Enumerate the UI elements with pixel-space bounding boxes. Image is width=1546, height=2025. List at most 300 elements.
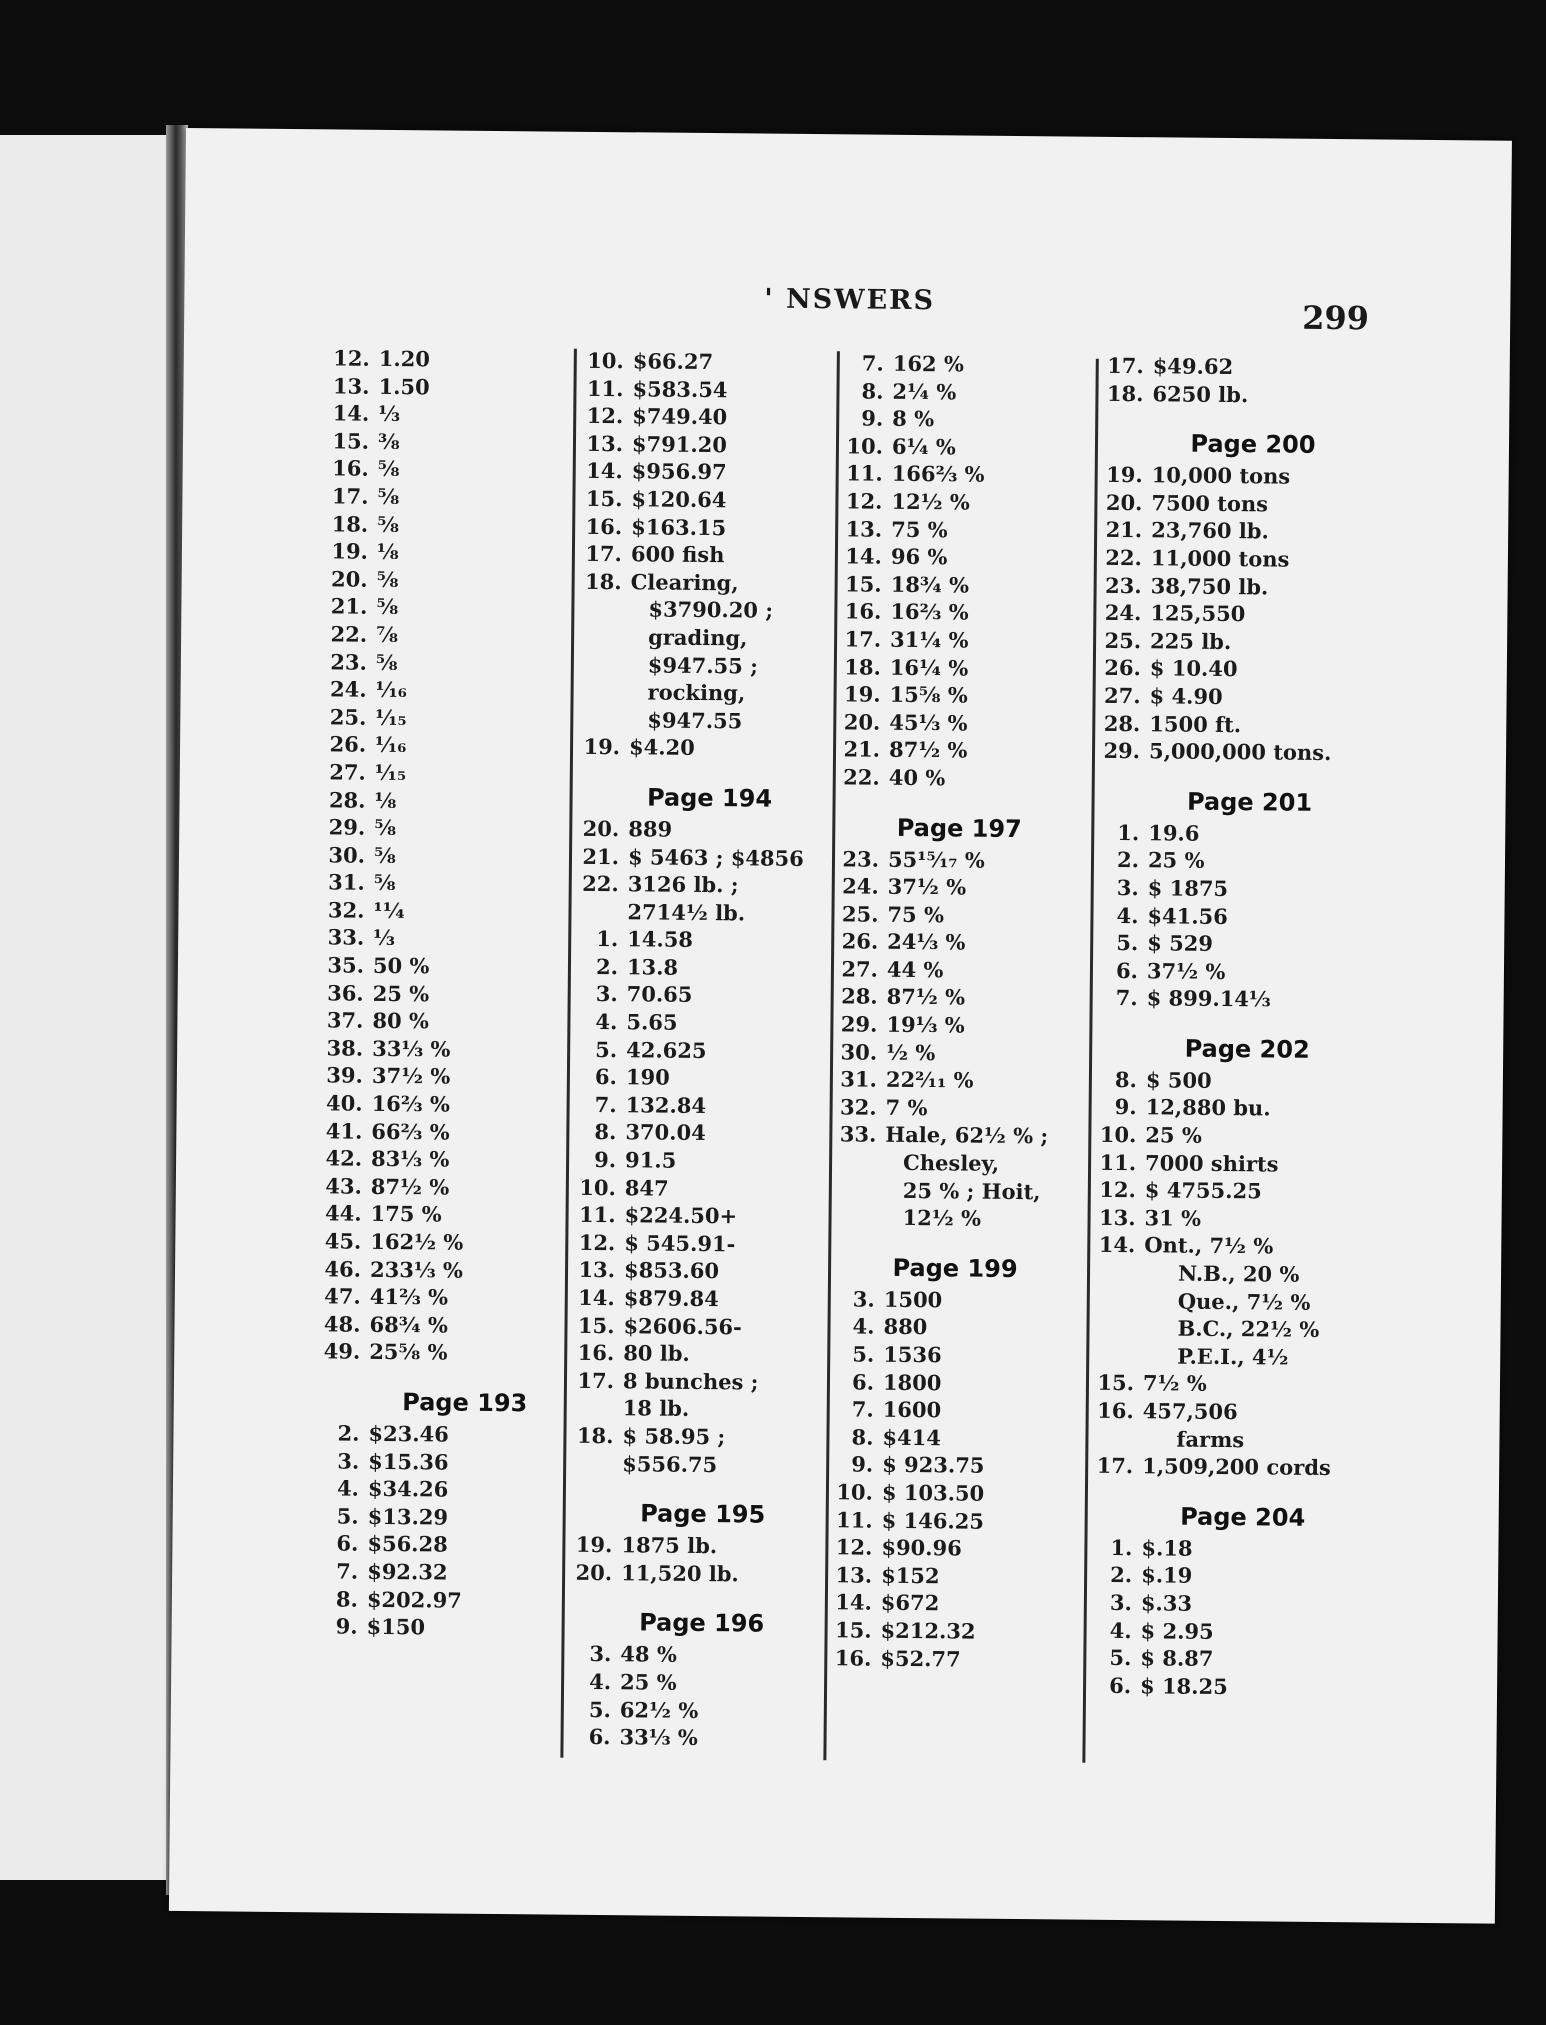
answer-value: $49.62 [1152, 353, 1234, 380]
answer-line [578, 897, 838, 927]
answer-line [317, 1612, 607, 1642]
answer-line [330, 344, 620, 374]
answer-line [323, 1034, 613, 1064]
answer-number: 24. [329, 676, 367, 702]
answer-number: 30. [840, 1038, 878, 1065]
answer-line [841, 625, 1081, 655]
answer-number: 12. [1099, 1177, 1136, 1203]
answer-value: 1536 [883, 1341, 942, 1368]
answer-line [328, 510, 618, 540]
answer-line [570, 1723, 830, 1753]
answer-number: 4. [1116, 902, 1139, 928]
section-heading: Page 200 [1190, 429, 1316, 460]
answer-line [582, 540, 842, 570]
answer-line [1094, 1342, 1394, 1372]
answer-value: ⅟₁₆ [374, 732, 407, 758]
answer-number: 16. [585, 513, 623, 539]
answer-line [842, 487, 1082, 517]
answer-line [574, 1339, 834, 1369]
answer-number: 10. [587, 347, 624, 374]
answer-value: 11,000 tons [1150, 545, 1290, 572]
answer-line [1104, 352, 1404, 382]
answer-number: 17. [585, 541, 623, 567]
answer-value: ⅟₁₅ [374, 759, 407, 786]
answer-number: 6. [336, 1530, 359, 1557]
answer-value: ⅜ [377, 428, 400, 454]
answer-line [1102, 571, 1402, 601]
answer-value: $ 500 [1145, 1067, 1212, 1093]
answer-number: 13. [578, 1257, 616, 1283]
answer-value: $163.15 [631, 513, 727, 540]
answer-value: 37½ % [887, 873, 967, 900]
answer-number: 8. [1114, 1066, 1138, 1093]
answer-number: 16. [577, 1340, 615, 1366]
answer-line [329, 400, 619, 430]
answer-line [583, 457, 843, 487]
answer-value: $791.20 [631, 431, 728, 457]
answer-line [1095, 1231, 1395, 1261]
answer-number: 22. [1105, 544, 1143, 571]
answer-value: $ 2.95 [1140, 1617, 1214, 1644]
answer-line [834, 1395, 1074, 1425]
answer-value: 162½ % [370, 1228, 464, 1255]
answer-line [1102, 516, 1402, 546]
answer-number: 19. [1106, 462, 1143, 488]
answer-line [843, 377, 1083, 407]
answer-line [838, 955, 1078, 985]
answer-line [1102, 544, 1402, 574]
answer-line [579, 842, 839, 872]
answer-number: 1. [596, 926, 619, 952]
answer-value: $749.40 [632, 403, 728, 430]
answer-line [325, 786, 615, 816]
answer-line [322, 1145, 612, 1175]
answer-value: 38,750 lb. [1150, 572, 1269, 599]
answer-number: 4. [852, 1313, 875, 1340]
answer-value: 25 % [619, 1669, 677, 1695]
answer-value: 7000 shirts [1144, 1149, 1279, 1177]
answer-line [324, 924, 614, 954]
answer-value: 25 % ; Hoit, [902, 1177, 1041, 1204]
answer-number: 23. [1104, 572, 1142, 598]
answer-line [1101, 599, 1401, 629]
answer-column-2 [570, 347, 843, 1753]
answer-value: 68¾ % [369, 1311, 449, 1338]
answer-line [329, 455, 619, 485]
section-heading: Page 196 [639, 1608, 765, 1638]
answer-number: 1. [1110, 1534, 1133, 1560]
answer-value: $41.56 [1147, 902, 1228, 929]
answer-line [581, 623, 841, 653]
answer-number: 2. [337, 1420, 360, 1446]
answer-number: 4. [589, 1668, 612, 1695]
answer-line [837, 1093, 1077, 1123]
answer-value: 12½ % [902, 1205, 982, 1231]
answer-line [581, 595, 841, 625]
answer-line [321, 1283, 611, 1313]
answer-value: $956.97 [631, 458, 727, 485]
answer-value: $556.75 [622, 1450, 718, 1477]
answer-line [576, 1173, 836, 1203]
answer-number: 14. [835, 1589, 872, 1615]
answer-number: 46. [324, 1255, 362, 1282]
answer-value: rocking, [647, 679, 746, 706]
answer-number: 12. [578, 1229, 616, 1255]
answer-value: 50 % [372, 952, 430, 979]
answer-number: 9. [861, 405, 884, 431]
answer-value: 19⅓ % [886, 1011, 965, 1038]
answer-value: $ 1875 [1147, 875, 1229, 901]
answer-value: $ 146.25 [881, 1507, 985, 1534]
answer-value: ⅝ [377, 511, 400, 537]
answer-number: 8. [851, 1424, 874, 1450]
answer-value: $583.54 [632, 375, 728, 402]
answer-line [323, 1062, 613, 1092]
answer-number: 8. [861, 378, 884, 404]
answer-line [579, 870, 839, 900]
answer-line [1091, 1672, 1391, 1702]
answer-value: 25 % [1145, 1122, 1202, 1148]
answer-number: 33. [327, 924, 365, 951]
answer-line [832, 1533, 1072, 1563]
answer-number: 19. [331, 538, 369, 564]
answer-value: 457,506 [1142, 1398, 1238, 1425]
answer-value: 42.625 [626, 1036, 707, 1063]
page-number: 299 [1302, 298, 1370, 338]
answer-number: 15. [834, 1617, 872, 1643]
answer-number: 24. [1104, 599, 1142, 626]
answer-number: 20. [1105, 489, 1143, 515]
section-heading: Page 195 [640, 1499, 766, 1529]
answer-number: 15. [844, 571, 882, 597]
answer-line [324, 979, 614, 1009]
answer-number: 22. [330, 621, 368, 647]
answer-value: 15⅝ % [889, 681, 968, 708]
answer-value: $947.55 [647, 707, 743, 734]
answer-value: Chesley, [902, 1149, 1000, 1176]
answer-line [1091, 1644, 1391, 1674]
answer-number: 3. [337, 1448, 360, 1474]
answer-number: 11. [586, 375, 624, 401]
answer-number: 7. [1115, 985, 1138, 1011]
answer-number: 14. [578, 1284, 615, 1311]
answer-line [842, 515, 1082, 545]
answer-line [573, 1449, 833, 1479]
answer-line [326, 758, 616, 788]
answer-number: 2. [1110, 1562, 1133, 1588]
answer-value: 125,550 [1150, 600, 1246, 627]
answer-value: 31 % [1144, 1205, 1202, 1231]
answer-line [1095, 1286, 1395, 1316]
answer-value: 14.58 [627, 926, 694, 953]
answer-line [571, 1668, 831, 1698]
answer-line [1096, 1121, 1396, 1151]
answer-line [835, 1204, 1075, 1234]
answer-number: 19. [843, 681, 881, 707]
answer-number: 45. [324, 1228, 362, 1254]
answer-value: $202.97 [366, 1586, 462, 1613]
answer-number: 10. [846, 433, 884, 459]
answer-number: 32. [327, 897, 365, 923]
answer-line [577, 1008, 837, 1038]
answer-number: 3. [852, 1286, 875, 1312]
answer-number: 29. [328, 814, 366, 840]
answer-number: 9. [594, 1146, 617, 1173]
answer-number: 12. [586, 403, 624, 429]
answer-line [574, 1394, 834, 1424]
answer-line [1091, 1616, 1391, 1646]
answer-line [841, 598, 1081, 628]
answer-line [1096, 1148, 1396, 1178]
answer-line [1101, 627, 1401, 657]
answer-number: 23. [330, 648, 368, 675]
answer-number: 15. [332, 428, 370, 454]
answer-value: 10,000 tons [1151, 462, 1291, 489]
answer-number: 11. [1099, 1149, 1137, 1175]
answer-value: ⅝ [376, 566, 399, 592]
answer-line [843, 405, 1083, 435]
answer-value: ⅝ [373, 842, 396, 868]
answer-line [326, 731, 616, 761]
answer-value: ⅝ [374, 814, 397, 841]
answer-number: 21. [843, 736, 881, 763]
answer-line [577, 1091, 837, 1121]
answer-value: N.B., 20 % [1177, 1260, 1300, 1287]
answer-line [581, 650, 841, 680]
answer-line [572, 1531, 832, 1561]
section-heading: Page 201 [1186, 787, 1313, 817]
answer-line [577, 1035, 837, 1065]
answer-value: $3790.20 ; [648, 596, 774, 624]
answer-number: 7. [594, 1091, 617, 1118]
answer-number: 2. [1116, 847, 1140, 873]
answer-number: 17. [577, 1367, 615, 1393]
answer-line [833, 1423, 1073, 1453]
answer-line [1098, 956, 1398, 986]
answer-value: 7½ % [1142, 1370, 1207, 1397]
answer-number: 5. [852, 1341, 875, 1367]
answer-line [321, 1255, 611, 1285]
answer-line [580, 733, 840, 763]
answer-value: 7 % [885, 1094, 928, 1121]
answer-value: $.33 [1140, 1590, 1193, 1616]
answer-number: 26. [329, 731, 367, 758]
answer-line [832, 1561, 1072, 1591]
answer-line [319, 1502, 609, 1532]
answer-value: $ 103.50 [881, 1479, 985, 1506]
answer-value: 13.8 [626, 954, 679, 980]
answer-number: 33. [839, 1121, 877, 1148]
answer-line [834, 1340, 1074, 1370]
answer-line [1102, 489, 1402, 519]
answer-value: 87½ % [888, 737, 968, 763]
answer-line [1100, 737, 1400, 767]
answer-line [320, 1310, 610, 1340]
answer-value: 166⅔ % [891, 461, 985, 488]
answer-line [319, 1474, 609, 1504]
answer-value: 91.5 [624, 1147, 677, 1173]
answer-line [840, 680, 1080, 710]
answer-line [323, 1007, 613, 1037]
answer-number: 14. [586, 458, 623, 484]
answer-line [839, 872, 1079, 902]
answer-line [322, 1117, 612, 1147]
answer-line [832, 1589, 1072, 1619]
answer-line [318, 1585, 608, 1615]
answer-value: 18¾ % [890, 571, 970, 598]
answer-value: 37½ % [371, 1063, 451, 1090]
answer-number: 16. [834, 1644, 872, 1671]
answer-line [325, 869, 615, 899]
answer-line [1101, 654, 1401, 684]
answer-value: $414 [882, 1424, 942, 1451]
answer-line [325, 813, 615, 843]
answer-value: ⅝ [373, 870, 396, 896]
answer-line [319, 1447, 609, 1477]
answer-number: 30. [328, 842, 366, 868]
answer-line [322, 1172, 612, 1202]
answer-number: 4. [1109, 1617, 1132, 1643]
answer-value: 1.50 [378, 373, 430, 399]
answer-line [837, 1066, 1077, 1096]
answer-number: 24. [842, 873, 879, 899]
answer-value: 162 % [892, 350, 964, 377]
answer-number: 11. [578, 1202, 616, 1228]
answer-number: 13. [586, 430, 624, 456]
answer-number: 14. [332, 400, 370, 426]
answer-number: 5. [1109, 1645, 1132, 1671]
answer-number: 35. [327, 952, 365, 978]
answer-number: 38. [326, 1035, 364, 1061]
answer-number: 18. [585, 568, 622, 594]
answer-value: 41⅔ % [369, 1284, 449, 1310]
answer-value: 2714½ lb. [627, 898, 746, 926]
answer-value: 6250 lb. [1152, 380, 1249, 407]
answer-value: 66⅔ % [371, 1118, 450, 1145]
answer-value: 25 % [1147, 847, 1205, 874]
answer-column-4 [1091, 352, 1404, 1702]
answer-value: $ 545.91- [624, 1230, 736, 1257]
answer-line [1103, 461, 1403, 491]
answer-value: 75 % [891, 516, 948, 542]
answer-number: 10. [836, 1479, 874, 1505]
answer-number: 25. [841, 901, 879, 927]
answer-value: $ 899.14⅓ [1146, 985, 1271, 1012]
answer-line [327, 593, 617, 623]
answer-value: $152 [881, 1562, 940, 1589]
answer-number: 12. [845, 488, 883, 514]
answer-line [843, 460, 1083, 490]
answer-value: $947.55 ; [647, 651, 759, 679]
answer-value: $2606.56- [623, 1312, 742, 1339]
answer-line [1092, 1561, 1392, 1591]
answer-number: 2. [595, 953, 619, 980]
answer-number: 32. [839, 1094, 877, 1120]
answer-number: 21. [330, 593, 368, 620]
answer-line [831, 1616, 1071, 1646]
answer-value: 25⅝ % [369, 1339, 448, 1365]
answer-value: 8 bunches ; [622, 1368, 759, 1395]
answer-value: 33⅓ % [372, 1035, 451, 1062]
answer-number: 3. [589, 1641, 612, 1667]
answer-number: 17. [331, 483, 369, 509]
answer-number: 8. [335, 1586, 359, 1612]
answer-line [836, 1176, 1076, 1206]
answer-value: 370.04 [625, 1119, 706, 1146]
answer-line [572, 1559, 832, 1589]
answer-number: 7. [851, 1396, 874, 1422]
answer-number: 26. [841, 928, 879, 954]
answer-line [1092, 1589, 1392, 1619]
answer-value: 75 % [887, 901, 945, 927]
answer-value: 1500 [883, 1286, 943, 1313]
answer-number: 13. [835, 1562, 873, 1588]
answer-number: 28. [841, 983, 878, 1010]
answer-number: 7. [336, 1558, 359, 1584]
answer-value: 2¼ % [892, 378, 957, 404]
answer-value: ⅓ [378, 401, 401, 427]
answer-line [836, 1121, 1076, 1151]
answer-value: ⅛ [374, 787, 397, 813]
answer-number: 44. [324, 1200, 362, 1227]
answer-value: 1800 [882, 1369, 942, 1395]
answer-line [841, 653, 1081, 683]
answer-number: 31. [840, 1066, 878, 1092]
answer-value: ⅓ [373, 925, 396, 951]
answer-line [834, 1313, 1074, 1343]
answer-line [1099, 846, 1399, 876]
answer-value: 880 [883, 1314, 928, 1340]
answer-line [328, 565, 618, 595]
answer-line [320, 1338, 610, 1368]
answer-line [575, 1256, 835, 1286]
answer-number: 15. [585, 485, 623, 512]
answer-number: 4. [336, 1475, 360, 1501]
answer-line [329, 372, 619, 402]
answer-line [325, 841, 615, 871]
answer-number: 4. [595, 1009, 618, 1035]
answer-number: 5. [1116, 930, 1139, 956]
answer-number: 21. [582, 843, 620, 869]
answer-number: 16. [332, 455, 369, 482]
answer-value: ⅞ [376, 621, 399, 647]
section-heading: Page 199 [892, 1253, 1018, 1283]
answer-line [1095, 1204, 1395, 1234]
answer-value: 1.20 [378, 345, 431, 372]
answer-number: 21. [1105, 517, 1143, 543]
answer-line [326, 703, 616, 733]
answer-line [833, 1506, 1073, 1536]
answer-number: 17. [1107, 352, 1144, 379]
answer-value: 847 [624, 1174, 669, 1201]
answer-line [838, 900, 1078, 930]
section-heading: Page 204 [1180, 1502, 1306, 1532]
answer-number: 11. [836, 1506, 873, 1533]
answer-line [838, 928, 1078, 958]
answer-line [831, 1644, 1071, 1674]
answer-number: 49. [323, 1338, 361, 1365]
answer-value: 12½ % [891, 488, 970, 515]
answer-line [583, 430, 843, 460]
answer-number: 5. [595, 1036, 618, 1062]
answer-line [574, 1311, 834, 1341]
answer-value: $853.60 [623, 1257, 720, 1284]
answer-line [583, 374, 843, 404]
answer-value: $150 [366, 1613, 426, 1640]
answer-value: $66.27 [632, 348, 714, 375]
answer-number: 16. [844, 598, 882, 625]
answer-value: Hale, 62½ % ; [885, 1122, 1049, 1149]
